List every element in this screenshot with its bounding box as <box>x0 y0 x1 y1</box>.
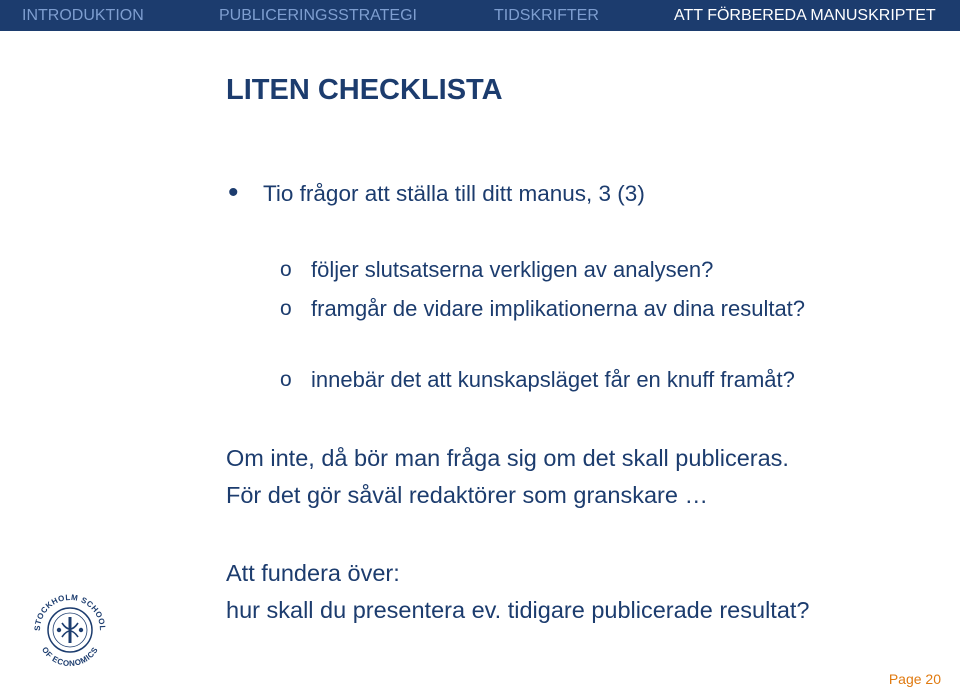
sub-item-marker: o <box>280 297 292 320</box>
slide-title: LITEN CHECKLISTA <box>226 74 503 106</box>
paragraph-line: För det gör såväl redaktörer som granskare … <box>226 482 708 508</box>
paragraph-line: hur skall du presentera ev. tidigare publicerade resultat? <box>226 597 810 623</box>
bullet-text: Tio frågor att ställa till ditt manus, 3 (3) <box>263 181 645 206</box>
sub-item-marker: o <box>280 368 292 391</box>
bullet-dot-icon: • <box>228 176 239 209</box>
stockholm-school-logo-icon <box>30 590 110 670</box>
sub-item-2: framgår de vidare implikationerna av dina resultat? <box>311 296 806 321</box>
sub-item-1: följer slutsatserna verkligen av analysen? <box>311 257 714 282</box>
page-number: Page 20 <box>888 671 941 687</box>
paragraph-line: Att fundera över: <box>226 560 400 586</box>
nav-tab-tidskrifter[interactable]: TIDSKRIFTER <box>494 7 599 24</box>
nav-tab-introduktion[interactable]: INTRODUKTION <box>22 7 144 24</box>
svg-text:OF ECONOMICS: OF ECONOMICS <box>40 645 100 669</box>
sub-item-marker: o <box>280 258 292 281</box>
sub-item-3: innebär det att kunskapsläget får en knuff framåt? <box>311 367 795 392</box>
paragraph-line: Om inte, då bör man fråga sig om det skall publiceras. <box>226 445 789 471</box>
nav-tab-publiceringsstrategi[interactable]: PUBLICERINGSSTRATEGI <box>219 7 417 24</box>
svg-text:STOCKHOLM SCHOOL: STOCKHOLM SCHOOL <box>32 592 108 632</box>
nav-tab-att-forbereda-manuskriptet[interactable]: ATT FÖRBEREDA MANUSKRIPTET <box>674 7 936 24</box>
top-navigation-bar <box>0 0 960 31</box>
